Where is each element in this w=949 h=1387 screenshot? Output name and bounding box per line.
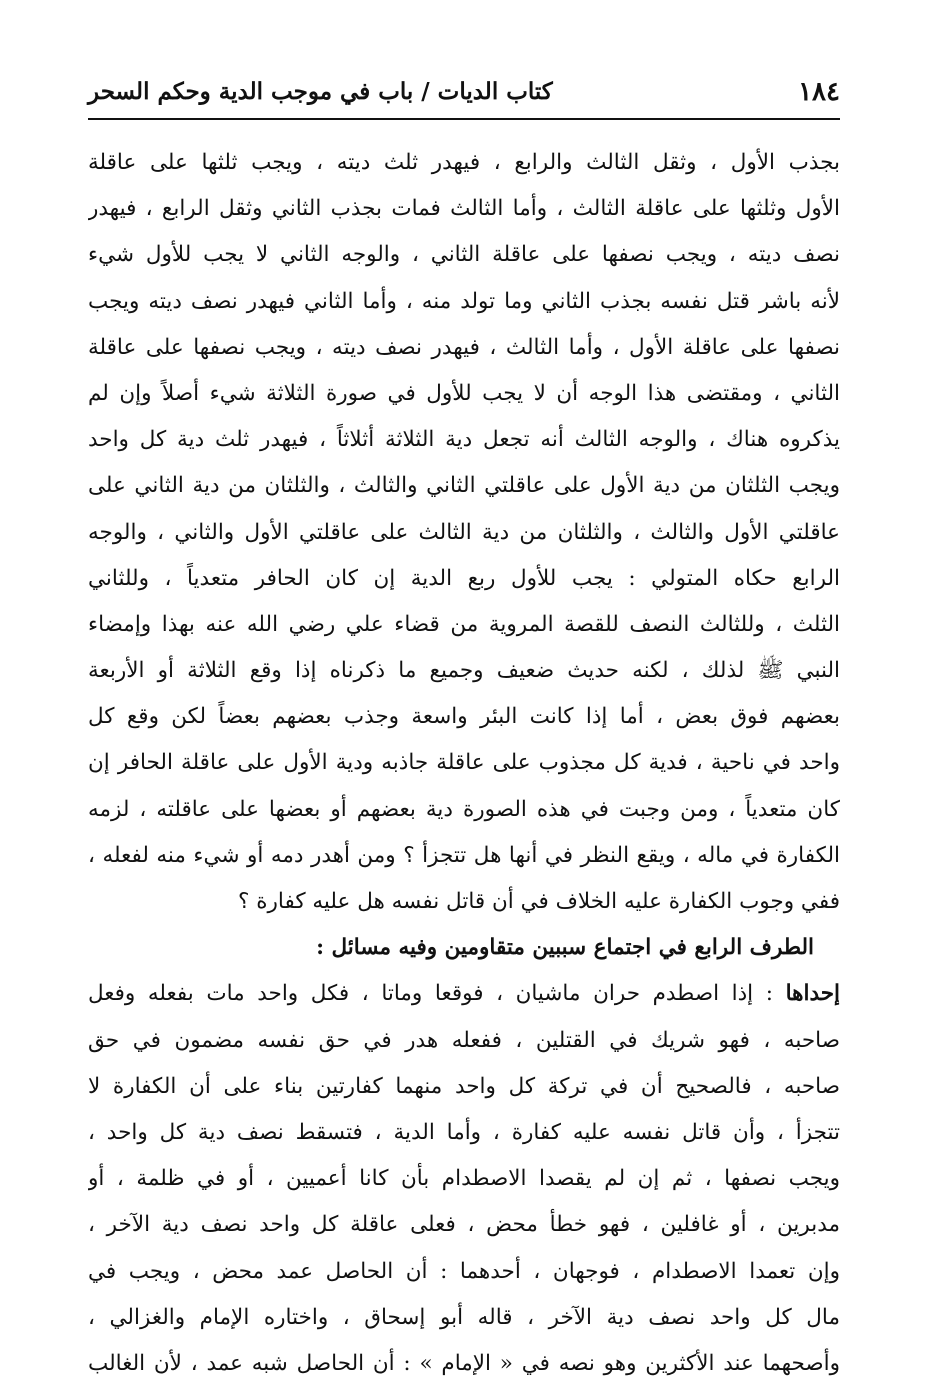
header-rule — [88, 118, 840, 120]
text-line: وإن تعمدا الاصطدام ، فوجهان ، أحدهما : أن الحاصل عمد محض ، ويجب في — [88, 1258, 840, 1284]
running-title: كتاب الديات / باب في موجب الدية وحكم السحر — [88, 78, 553, 105]
text-line: نصفها على عاقلة الأول ، وأما الثالث ، فيهدر نصف ديته ، ويجب نصفها على عاقلة — [88, 334, 840, 360]
text-line: الثاني ، ومقتضى هذا الوجه أن لا يجب للأول في صورة الثلاثة شيء أصلاً وإن لم — [88, 380, 840, 406]
text-line: عاقلتي الأول والثالث ، والثلثان من دية الثالث على عاقلتي الأول والثاني ، والوجه — [88, 519, 840, 545]
text-line: النبي ﷺ لذلك ، لكنه حديث ضعيف وجميع ما ذكرناه إذا وقع الثلاثة أو الأربعة — [88, 658, 840, 684]
text-line — [88, 971, 840, 1017]
text-line: الثلث ، وللثالث النصف للقصة المروية من قضاء علي رضي الله عنه بهذا وإمضاء — [88, 611, 840, 637]
text-line: صاحبه ، فهو شريك في القتلين ، ففعله هدر في حق نفسه مضمون في حق — [88, 1027, 840, 1053]
body-text — [88, 140, 840, 1387]
text-line: الأول وثلثها على عاقلة الثالث ، وأما الثالث فمات بجذب الثاني وثقل الرابع ، فيهدر — [88, 196, 840, 222]
text-line: بعضهم فوق بعض ، أما إذا كانت البئر واسعة وجذب بعضهم بعضاً لكن وقع كل — [88, 704, 840, 730]
text-line: تتجزأ ، وأن قاتل نفسه عليه كفارة ، وأما الدية ، فتسقط نصف دية كل واحد ، — [88, 1119, 840, 1145]
text-line: نصف ديته ، ويجب نصفها على عاقلة الثاني ، والوجه الثاني لا يجب للأول شيء — [88, 242, 840, 268]
text-line: واحد في ناحية ، فدية كل مجذوب على عاقلة جاذبه ودية الأول على عاقلة الحافر إن — [88, 750, 840, 776]
text-line: كان متعدياً ، ومن وجبت في هذه الصورة دية بعضهم أو بعضها على عاقلته ، لزمه — [88, 796, 840, 822]
text-line: صاحبه ، فالصحيح أن في تركة كل واحد منهما كفارتين بناء على أن الكفارة لا — [88, 1073, 840, 1099]
paragraph — [88, 971, 840, 1387]
lead-term: إحداها — [785, 981, 840, 1007]
page-header — [88, 70, 840, 114]
text-line: ويجب الثلثان من دية الأول على عاقلتي الثاني والثالث ، والثلثان من دية الثاني على — [88, 473, 840, 499]
section-heading: الطرف الرابع في اجتماع سببين متقاومين وفيه مسائل : — [316, 935, 814, 961]
text-line: مدبرين ، أو غافلين ، فهو خطأ محض ، فعلى عاقلة كل واحد نصف دية الآخر ، — [88, 1212, 840, 1238]
text-line: يذكروه هناك ، والوجه الثالث أنه تجعل دية الثلاثة أثلاثاً ، فيهدر ثلث دية كل واحد — [88, 427, 840, 453]
paragraph — [88, 140, 840, 925]
text-line: بجذب الأول ، وثقل الثالث والرابع ، فيهدر ثلث ديته ، ويجب ثلثها على عاقلة — [88, 150, 840, 175]
page-number: ١٨٤ — [798, 77, 840, 107]
text-line: الكفارة في ماله ، ويقع النظر في أنها هل تتجزأ ؟ ومن أهدر دمه أو شيء منه لفعله ، — [88, 842, 840, 868]
text-line: ففي وجوب الكفارة عليه الخلاف في أن قاتل نفسه هل عليه كفارة ؟ — [238, 889, 840, 914]
text-line: وأصحهما عند الأكثرين وهو نصه في « الإمام » : أن الحاصل شبه عمد ، لأن الغالب — [88, 1350, 840, 1376]
text-line: لأنه باشر قتل نفسه بجذب الثاني وما تولد منه ، وأما الثاني فيهدر نصف ديته ويجب — [88, 288, 840, 314]
text-line: مال كل واحد نصف دية الآخر ، قاله أبو إسحاق ، واختاره الإمام والغزالي ، — [88, 1304, 840, 1330]
text-line: الرابع حكاه المتولي : يجب للأول ربع الدية إن كان الحافر متعدياً ، وللثاني — [88, 565, 840, 591]
text-line-rest: : إذا اصطدم حران ماشيان ، فوقعا وماتا ، فكل واحد مات بفعله وفعل — [88, 981, 786, 1007]
text-line: ويجب نصفها ، ثم إن لم يقصدا الاصطدام بأن كانا أعميين ، أو في ظلمة ، أو — [88, 1166, 840, 1192]
